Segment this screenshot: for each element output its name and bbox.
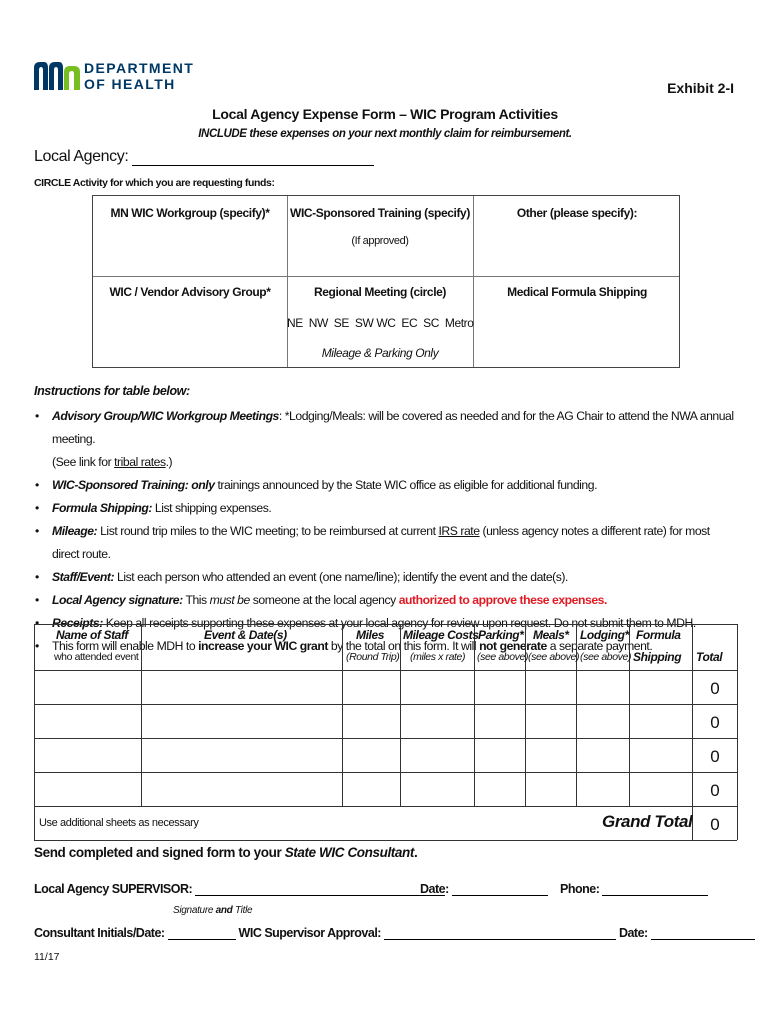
table-border bbox=[34, 624, 35, 840]
instruction-item bbox=[34, 497, 734, 520]
instruction-label: Formula Shipping: bbox=[52, 501, 152, 515]
instruction-item bbox=[34, 405, 734, 474]
supervisor-label: Local Agency SUPERVISOR: bbox=[34, 882, 193, 896]
instruction-item bbox=[34, 566, 734, 589]
form-date-code: 11/17 bbox=[34, 951, 60, 963]
bullet: • bbox=[35, 570, 39, 584]
activity-regions[interactable]: NE NW SE SW WC EC SC Metro bbox=[287, 316, 474, 330]
tribal-rates-link[interactable]: tribal rates bbox=[114, 455, 166, 469]
row-total: 0 bbox=[710, 781, 720, 800]
mdh-logo bbox=[34, 58, 195, 98]
instruction-label: Advisory Group/WIC Workgroup Meetings bbox=[52, 409, 279, 423]
row-total: 0 bbox=[710, 713, 720, 732]
instruction-text: a separate payment. bbox=[546, 639, 653, 653]
header-event: Event & Date(s) bbox=[204, 628, 287, 642]
header-lodging: Lodging* bbox=[580, 628, 629, 642]
header-miles: Miles bbox=[356, 628, 385, 642]
activity-selection-box bbox=[92, 195, 680, 368]
table-border bbox=[34, 738, 737, 739]
header-meals: Meals* bbox=[533, 628, 569, 642]
activity-regional-note: Mileage & Parking Only bbox=[321, 346, 439, 360]
instruction-warning: authorized to approve these expenses bbox=[398, 593, 604, 607]
instruction-text: List round trip miles to the WIC meeting; to be reimbursed at current bbox=[97, 524, 439, 538]
local-agency-field[interactable] bbox=[132, 151, 374, 166]
local-agency-label: Local Agency: bbox=[34, 148, 129, 165]
minnesota-logo-icon bbox=[34, 58, 80, 90]
send-instruction bbox=[34, 845, 417, 860]
date2-field[interactable] bbox=[651, 928, 755, 940]
header-parking: Parking* bbox=[478, 628, 524, 642]
expense-table bbox=[34, 624, 737, 840]
consultant-initials-field[interactable] bbox=[168, 928, 236, 940]
instruction-emphasis: not generate bbox=[479, 639, 547, 653]
department-name bbox=[84, 60, 194, 92]
bullet: • bbox=[35, 593, 39, 607]
phone-field[interactable] bbox=[602, 884, 708, 896]
date-row bbox=[420, 882, 548, 896]
header-mileage-sub: (miles x rate) bbox=[410, 651, 466, 663]
instruction-text: trainings announced by the State WIC office as eligible for additional funding. bbox=[214, 478, 598, 492]
activity-other[interactable]: Other (please specify): bbox=[516, 206, 638, 220]
phone-label: Phone: bbox=[560, 882, 600, 896]
instruction-label: WIC-Sponsored Training: only bbox=[52, 478, 215, 492]
instruction-label: Staff/Event: bbox=[52, 570, 115, 584]
row-total: 0 bbox=[710, 747, 720, 766]
consultant-label: Consultant Initials/Date: bbox=[34, 926, 165, 940]
table-border bbox=[34, 704, 737, 705]
logo-line-1: DEPARTMENT bbox=[84, 60, 195, 76]
additional-sheets-note: Use additional sheets as necessary bbox=[39, 817, 199, 829]
header-lodging-sub: (see above) bbox=[580, 651, 632, 663]
table-border bbox=[400, 624, 401, 806]
activity-medical-formula-shipping[interactable]: Medical Formula Shipping bbox=[507, 285, 647, 299]
activity-row-divider bbox=[93, 276, 679, 277]
table-border bbox=[34, 670, 737, 671]
instruction-text: .) bbox=[165, 455, 173, 469]
sig-note-text: Signature bbox=[173, 905, 216, 916]
instructions-list bbox=[34, 405, 734, 658]
supervisor-signature-field[interactable] bbox=[195, 884, 445, 896]
table-border bbox=[141, 624, 142, 806]
sig-note-text: Title bbox=[232, 905, 253, 916]
grand-total-label: Grand Total bbox=[602, 812, 693, 831]
instruction-text: : *Lodging/Meals: will be covered as needed and for the AG Chair to attend the NWA annual meeting. bbox=[52, 409, 734, 446]
instruction-emphasis: must be bbox=[209, 593, 250, 607]
date2-label: Date: bbox=[618, 926, 648, 940]
form-subtitle: INCLUDE these expenses on your next monthly claim for reimbursement. bbox=[198, 128, 572, 140]
send-emphasis: State WIC Consultant bbox=[284, 845, 414, 860]
activity-regional-meeting[interactable]: Regional Meeting (circle) bbox=[313, 285, 447, 299]
instruction-label: Local Agency signature: bbox=[52, 593, 183, 607]
instruction-item bbox=[34, 589, 734, 612]
consultant-row bbox=[34, 926, 755, 940]
header-miles-sub: (Round Trip) bbox=[346, 651, 400, 663]
instruction-text: (See link for bbox=[52, 455, 115, 469]
activity-vendor-advisory-group[interactable]: WIC / Vendor Advisory Group* bbox=[109, 285, 271, 299]
instructions-heading: Instructions for table below: bbox=[34, 384, 190, 398]
send-text: . bbox=[413, 845, 418, 860]
row-total: 0 bbox=[710, 679, 720, 698]
exhibit-label: Exhibit 2-I bbox=[667, 80, 734, 96]
table-border bbox=[342, 624, 343, 806]
activity-divider bbox=[473, 196, 474, 367]
circle-activity-label: CIRCLE Activity for which you are requesting funds: bbox=[34, 177, 275, 189]
date-field[interactable] bbox=[452, 884, 548, 896]
bullet: • bbox=[35, 501, 39, 515]
table-border bbox=[34, 806, 737, 807]
instruction-text: This form will enable MDH to bbox=[52, 639, 199, 653]
form-title: Local Agency Expense Form – WIC Program Activities bbox=[212, 106, 558, 122]
instruction-text: someone at the local agency bbox=[249, 593, 399, 607]
instruction-text: This bbox=[182, 593, 210, 607]
instruction-text: List each person who attended an event (one name/line); identify the event and the date(s). bbox=[114, 570, 568, 584]
signature-title-note bbox=[173, 905, 252, 916]
header-mileage-costs: Mileage Costs bbox=[403, 628, 479, 642]
bullet: • bbox=[35, 478, 39, 492]
header-parking-sub: (see above) bbox=[477, 651, 529, 663]
activity-wic-sponsored-training[interactable]: WIC-Sponsored Training (specify) bbox=[290, 206, 470, 220]
header-formula: Formula bbox=[636, 628, 681, 642]
bullet: • bbox=[35, 524, 39, 538]
header-meals-sub: (see above) bbox=[528, 651, 580, 663]
header-shipping: Shipping bbox=[633, 650, 682, 664]
header-name-sub: who attended event bbox=[54, 651, 139, 663]
activity-training-note: (If approved) bbox=[351, 235, 409, 247]
table-border bbox=[474, 624, 475, 806]
instruction-item bbox=[34, 520, 734, 566]
activity-divider bbox=[287, 196, 288, 367]
bullet: • bbox=[35, 616, 39, 630]
header-name-of-staff: Name of Staff bbox=[56, 628, 128, 642]
date-label: Date: bbox=[420, 882, 449, 896]
instruction-text: by the total on this form. It will bbox=[327, 639, 480, 653]
bullet: • bbox=[35, 409, 39, 423]
table-border bbox=[34, 840, 737, 841]
table-border bbox=[34, 772, 737, 773]
instruction-text: List shipping expenses. bbox=[152, 501, 272, 515]
logo-line-2: OF HEALTH bbox=[84, 76, 176, 92]
bullet: • bbox=[35, 639, 39, 653]
supervisor-row bbox=[34, 882, 445, 896]
irs-rate-link[interactable]: IRS rate bbox=[438, 524, 480, 538]
instruction-text: (unless agency notes a different rate) for most direct route. bbox=[52, 524, 710, 561]
instruction-text: Keep all receipts supporting these expenses at your local agency for review upon request. Do not submit them to MDH. bbox=[102, 616, 696, 630]
grand-total-value: 0 bbox=[710, 815, 720, 834]
instruction-label: Receipts: bbox=[52, 616, 103, 630]
header-total: Total bbox=[696, 650, 723, 664]
phone-row bbox=[560, 882, 708, 896]
local-agency-row bbox=[34, 148, 374, 166]
wic-supervisor-field[interactable] bbox=[384, 928, 616, 940]
instruction-emphasis: increase your WIC grant bbox=[198, 639, 328, 653]
instruction-text: . bbox=[604, 593, 607, 607]
send-text: Send completed and signed form to your bbox=[34, 845, 285, 860]
activity-mn-wic-workgroup[interactable]: MN WIC Workgroup (specify)* bbox=[110, 206, 270, 220]
sig-note-and: and bbox=[215, 905, 233, 916]
wic-supervisor-label: WIC Supervisor Approval: bbox=[238, 926, 381, 940]
instruction-item bbox=[34, 474, 734, 497]
instruction-label: Mileage: bbox=[52, 524, 98, 538]
table-border bbox=[34, 624, 737, 625]
